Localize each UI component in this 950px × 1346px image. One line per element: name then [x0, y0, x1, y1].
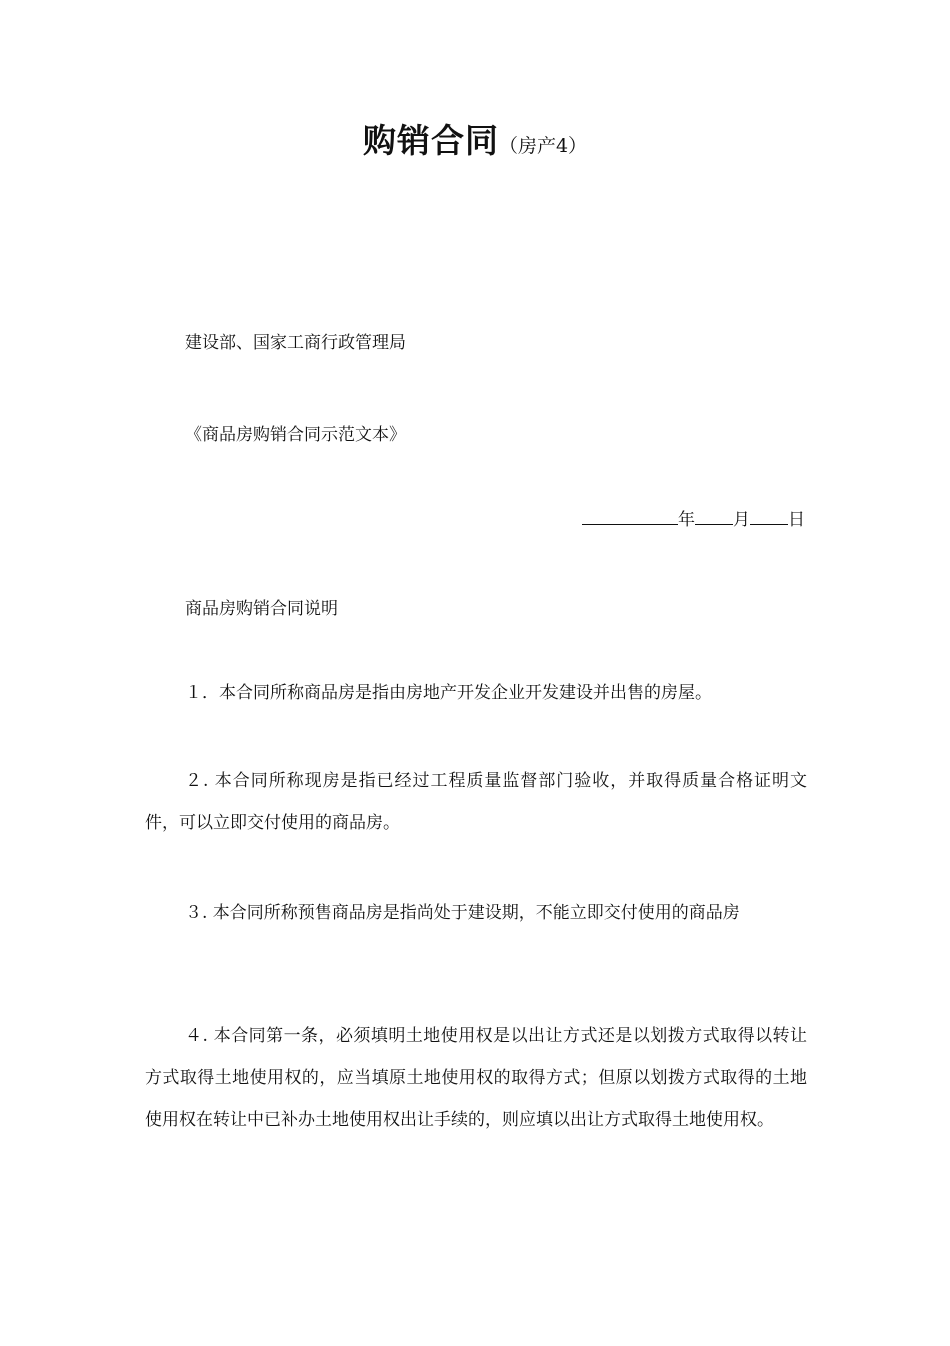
title-subtitle: （房产4）: [498, 135, 588, 157]
paragraph-2: ２. 本合同所称现房是指已经过工程质量监督部门验收，并取得质量合格证明文件，可以立即交付使用的商品房。: [145, 771, 807, 833]
year-blank[interactable]: [582, 506, 678, 525]
section-heading: 商品房购销合同说明: [185, 599, 338, 619]
issuer-line: 建设部、国家工商行政管理局: [185, 333, 406, 353]
day-blank[interactable]: [750, 506, 788, 525]
paragraph-1: １．本合同所称商品房是指由房地产开发企业开发建设并出售的房屋。: [185, 683, 712, 703]
day-label: 日: [788, 510, 805, 530]
year-label: 年: [678, 510, 695, 530]
paragraph-4: ４. 本合同第一条，必须填明土地使用权是以出让方式还是以划拨方式取得以转让方式取得土地使用权的，应当填原土地使用权的取得方式；但原以划拨方式取得的土地使用权在转让中已补办土地使用权出让手续的，则应填以出让方式取得土地使用权。: [145, 1026, 807, 1130]
paragraph-3: ３. 本合同所称预售商品房是指尚处于建设期，不能立即交付使用的商品房: [185, 903, 740, 923]
title-main: 购销合同: [362, 121, 499, 160]
month-label: 月: [733, 510, 750, 530]
date-line: [582, 505, 805, 530]
text-name-line: 《商品房购销合同示范文本》: [185, 425, 406, 445]
document-title: [0, 115, 950, 162]
month-blank[interactable]: [695, 506, 733, 525]
